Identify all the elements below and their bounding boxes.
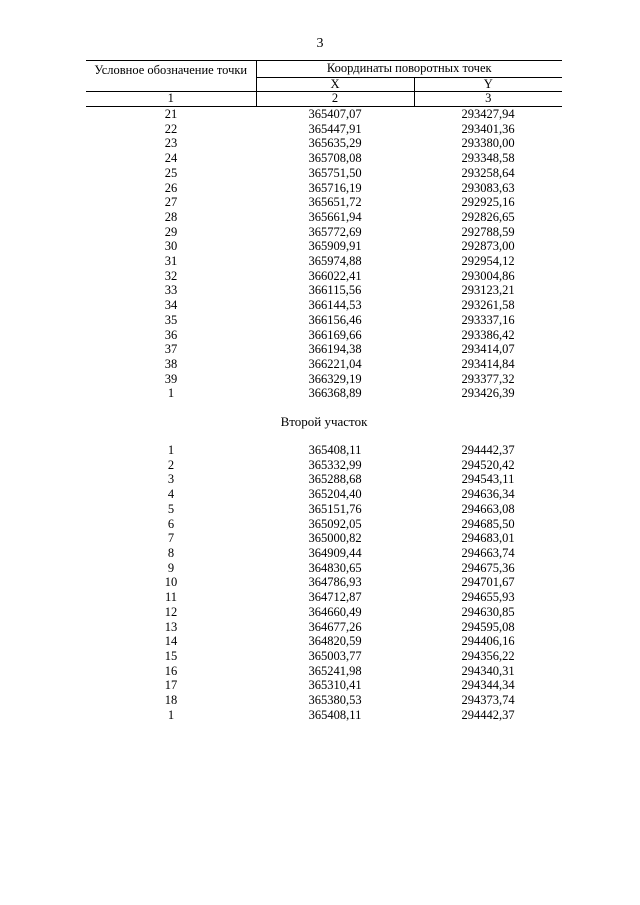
table-row <box>86 136 562 151</box>
x-coordinate-cell: 365288,68 <box>308 472 362 487</box>
x-coordinate-cell: 365332,99 <box>308 457 362 472</box>
point-number-cell: 36 <box>164 327 178 342</box>
y-coordinate-cell: 293414,07 <box>461 342 515 357</box>
x-coordinate-cell: 364677,26 <box>308 619 362 634</box>
table-row <box>86 357 562 372</box>
table-row <box>86 210 562 225</box>
y-coordinate-cell: 294655,93 <box>461 590 515 605</box>
table-row <box>86 269 562 284</box>
table-row <box>86 487 562 502</box>
point-number-cell: 1 <box>167 707 175 722</box>
point-number-cell: 22 <box>164 121 178 136</box>
point-number-cell: 7 <box>167 531 175 546</box>
table-row <box>86 546 562 561</box>
table-row <box>86 195 562 210</box>
point-number-cell: 2 <box>167 457 175 472</box>
table-body <box>86 107 562 723</box>
y-coordinate-cell: 294630,85 <box>461 604 515 619</box>
point-number-cell: 1 <box>167 443 175 458</box>
table-row <box>86 239 562 254</box>
x-coordinate-cell: 365092,05 <box>308 516 362 531</box>
point-number-cell: 18 <box>164 693 178 708</box>
x-coordinate-cell: 364660,49 <box>308 604 362 619</box>
x-coordinate-cell: 364830,65 <box>308 560 362 575</box>
point-label-header: Условное обозначение точки <box>86 61 256 92</box>
x-coordinate-cell: 365407,07 <box>308 107 362 121</box>
table-row <box>86 649 562 664</box>
page-number: 3 <box>316 36 324 51</box>
table-row <box>86 313 562 328</box>
table-row <box>86 708 562 723</box>
y-coordinate-cell: 293377,32 <box>461 371 515 386</box>
coords-title-header: Координаты поворотных точек <box>256 61 562 78</box>
table-row <box>86 107 562 122</box>
y-coordinate-cell: 293380,00 <box>461 136 515 151</box>
table-row <box>86 443 562 458</box>
x-coordinate-cell: 365716,19 <box>308 180 362 195</box>
table-row <box>86 254 562 269</box>
x-coordinate-cell: 366022,41 <box>308 268 362 283</box>
x-coordinate-cell: 364820,59 <box>308 634 362 649</box>
y-coordinate-cell: 292873,00 <box>461 239 515 254</box>
x-coordinate-cell: 365708,08 <box>308 151 362 166</box>
x-coordinate-cell: 365151,76 <box>308 501 362 516</box>
x-coordinate-cell: 366144,53 <box>308 298 362 313</box>
point-number-cell: 31 <box>164 254 178 269</box>
point-number-cell: 33 <box>164 283 178 298</box>
x-coordinate-cell: 365000,82 <box>308 531 362 546</box>
table-row <box>86 181 562 196</box>
x-coordinate-cell: 366156,46 <box>308 312 362 327</box>
table-row <box>86 634 562 649</box>
x-coordinate-cell: 364909,44 <box>308 545 362 560</box>
table-row <box>86 590 562 605</box>
point-number-cell: 34 <box>164 298 178 313</box>
point-number-cell: 10 <box>164 575 178 590</box>
point-number-cell: 37 <box>164 342 178 357</box>
x-coordinate-cell: 366115,56 <box>308 283 362 298</box>
table-row <box>86 372 562 387</box>
y-coordinate-cell: 293004,86 <box>461 268 515 283</box>
x-coordinate-cell: 365635,29 <box>308 136 362 151</box>
x-coordinate-cell: 365661,94 <box>308 209 362 224</box>
y-coordinate-cell: 293401,36 <box>461 121 515 136</box>
x-coordinate-cell: 364712,87 <box>308 590 362 605</box>
y-coordinate-cell: 294340,31 <box>461 663 515 678</box>
y-coordinate-cell: 293258,64 <box>461 165 515 180</box>
table-row <box>86 620 562 635</box>
point-number-cell: 9 <box>167 560 175 575</box>
table-row <box>86 664 562 679</box>
point-number-cell: 11 <box>164 590 178 605</box>
y-coordinate-cell: 293123,21 <box>461 283 515 298</box>
y-coordinate-cell: 293414,84 <box>461 356 515 371</box>
table-row <box>86 502 562 517</box>
x-coordinate-cell: 366221,04 <box>308 356 362 371</box>
point-number-cell: 26 <box>164 180 178 195</box>
y-coordinate-cell: 294356,22 <box>461 648 515 663</box>
point-number-cell: 6 <box>167 516 175 531</box>
table-row <box>86 693 562 708</box>
x-coordinate-cell: 365204,40 <box>308 487 362 502</box>
x-coordinate-cell: 365447,91 <box>308 121 362 136</box>
x-coordinate-cell: 366329,19 <box>308 371 362 386</box>
table-row <box>86 328 562 343</box>
y-coordinate-cell: 293426,39 <box>461 386 515 401</box>
x-coordinate-cell: 364786,93 <box>308 575 362 590</box>
y-coordinate-cell: 294543,11 <box>461 472 515 487</box>
point-number-cell: 1 <box>167 386 175 401</box>
table-row <box>86 531 562 546</box>
column-number-1: 1 <box>86 92 256 107</box>
y-coordinate-cell: 292826,65 <box>461 209 515 224</box>
y-coordinate-cell: 292954,12 <box>461 254 515 269</box>
coordinates-table <box>86 60 562 722</box>
table-row <box>86 561 562 576</box>
y-coordinate-cell: 294636,34 <box>461 487 515 502</box>
x-coordinate-cell: 365310,41 <box>308 678 362 693</box>
y-coordinate-cell: 292925,16 <box>461 195 515 210</box>
section-title-row <box>86 401 562 443</box>
point-number-cell: 38 <box>164 356 178 371</box>
x-column-header: X <box>256 78 414 92</box>
table-row <box>86 458 562 473</box>
y-coordinate-cell: 293386,42 <box>461 327 515 342</box>
table-row <box>86 386 562 401</box>
x-coordinate-cell: 365974,88 <box>308 254 362 269</box>
point-number-cell: 29 <box>164 224 178 239</box>
x-coordinate-cell: 365408,11 <box>308 443 362 458</box>
table-row <box>86 283 562 298</box>
table-row <box>86 225 562 240</box>
table-row <box>86 122 562 137</box>
point-number-cell: 15 <box>164 648 178 663</box>
y-coordinate-cell: 293348,58 <box>461 151 515 166</box>
y-coordinate-cell: 294520,42 <box>461 457 515 472</box>
y-coordinate-cell: 294685,50 <box>461 516 515 531</box>
y-coordinate-cell: 292788,59 <box>461 224 515 239</box>
point-number-cell: 30 <box>164 239 178 254</box>
point-number-cell: 25 <box>164 165 178 180</box>
table-row <box>86 166 562 181</box>
point-number-cell: 4 <box>167 487 175 502</box>
point-number-cell: 8 <box>167 545 175 560</box>
y-coordinate-cell: 294675,36 <box>461 560 515 575</box>
table-row <box>86 517 562 532</box>
table-row <box>86 472 562 487</box>
point-number-cell: 28 <box>164 209 178 224</box>
point-number-cell: 16 <box>164 663 178 678</box>
point-number-cell: 24 <box>164 151 178 166</box>
x-coordinate-cell: 366169,66 <box>308 327 362 342</box>
point-number-cell: 23 <box>164 136 178 151</box>
point-number-cell: 39 <box>164 371 178 386</box>
table-row <box>86 605 562 620</box>
x-coordinate-cell: 365909,91 <box>308 239 362 254</box>
point-number-cell: 17 <box>164 678 178 693</box>
point-number-cell: 12 <box>164 604 178 619</box>
table-row <box>86 342 562 357</box>
x-coordinate-cell: 365772,69 <box>308 224 362 239</box>
y-coordinate-cell: 294406,16 <box>461 634 515 649</box>
y-coordinate-cell: 294663,08 <box>461 501 515 516</box>
x-coordinate-cell: 365241,98 <box>308 663 362 678</box>
x-coordinate-cell: 365751,50 <box>308 165 362 180</box>
x-coordinate-cell: 365003,77 <box>308 648 362 663</box>
table-row <box>86 151 562 166</box>
y-coordinate-cell: 294663,74 <box>461 545 515 560</box>
x-coordinate-cell: 365380,53 <box>308 693 362 708</box>
y-coordinate-cell: 294701,67 <box>461 575 515 590</box>
y-column-header: Y <box>414 78 562 92</box>
y-coordinate-cell: 294595,08 <box>461 619 515 634</box>
x-coordinate-cell: 365651,72 <box>308 195 362 210</box>
table-row <box>86 678 562 693</box>
y-coordinate-cell: 294442,37 <box>461 707 515 722</box>
table-row <box>86 575 562 590</box>
point-number-cell: 27 <box>164 195 178 210</box>
point-number-cell: 13 <box>164 619 178 634</box>
y-coordinate-cell: 293261,58 <box>461 298 515 313</box>
table-header <box>86 61 562 107</box>
x-coordinate-cell: 365408,11 <box>308 707 362 722</box>
y-coordinate-cell: 293427,94 <box>461 107 515 121</box>
y-coordinate-cell: 294344,34 <box>461 678 515 693</box>
y-coordinate-cell: 293083,63 <box>461 180 515 195</box>
point-number-cell: 14 <box>164 634 178 649</box>
column-number-3: 3 <box>414 92 562 107</box>
point-number-cell: 21 <box>164 107 178 121</box>
table-row <box>86 298 562 313</box>
x-coordinate-cell: 366194,38 <box>308 342 362 357</box>
point-number-cell: 35 <box>164 312 178 327</box>
y-coordinate-cell: 293337,16 <box>461 312 515 327</box>
point-number-cell: 32 <box>164 268 178 283</box>
point-number-cell: 3 <box>167 472 175 487</box>
y-coordinate-cell: 294373,74 <box>461 693 515 708</box>
y-coordinate-cell: 294683,01 <box>461 531 515 546</box>
x-coordinate-cell: 366368,89 <box>308 386 362 401</box>
point-number-cell: 5 <box>167 501 175 516</box>
y-coordinate-cell: 294442,37 <box>461 443 515 458</box>
section-title: Второй участок <box>280 414 368 430</box>
column-number-2: 2 <box>256 92 414 107</box>
